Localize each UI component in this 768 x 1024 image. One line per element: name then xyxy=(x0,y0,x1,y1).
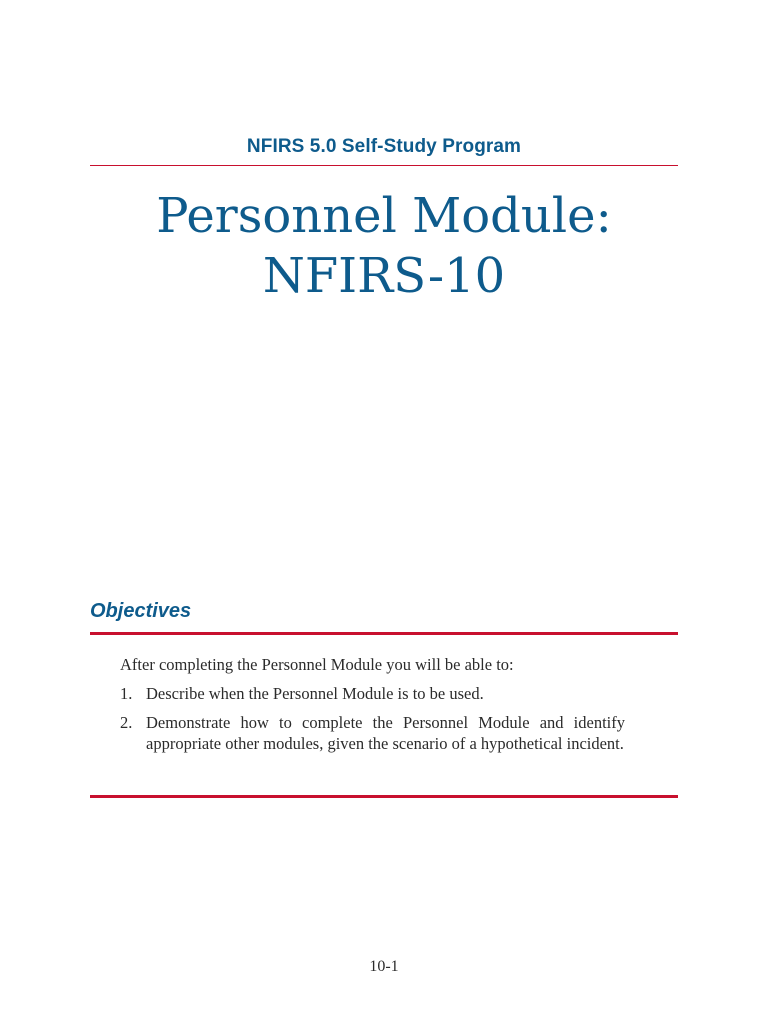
objective-item xyxy=(120,683,625,704)
objectives-bottom-divider xyxy=(90,795,678,798)
objective-text: Demonstrate how to complete the Personnel Module and identify appropriate other modules, given the scenario of a hypothetical incident. xyxy=(146,713,625,753)
objective-number: 2. xyxy=(120,713,133,732)
objectives-list xyxy=(120,683,625,754)
module-title xyxy=(0,186,768,306)
objectives-heading: Objectives xyxy=(90,600,192,622)
module-title-line-2: NFIRS-10 xyxy=(262,248,506,304)
objective-text: Describe when the Personnel Module is to be used. xyxy=(146,684,484,703)
objectives-intro: After completing the Personnel Module you will be able to: xyxy=(120,655,514,674)
header-divider xyxy=(90,165,678,166)
objective-item xyxy=(120,712,625,754)
page-number: 10-1 xyxy=(369,958,399,975)
program-title: NFIRS 5.0 Self-Study Program xyxy=(246,136,522,157)
module-title-line-1: Personnel Module: xyxy=(156,188,612,244)
objectives-top-divider xyxy=(90,632,678,635)
objective-number: 1. xyxy=(120,684,133,703)
objectives-body xyxy=(120,654,625,762)
